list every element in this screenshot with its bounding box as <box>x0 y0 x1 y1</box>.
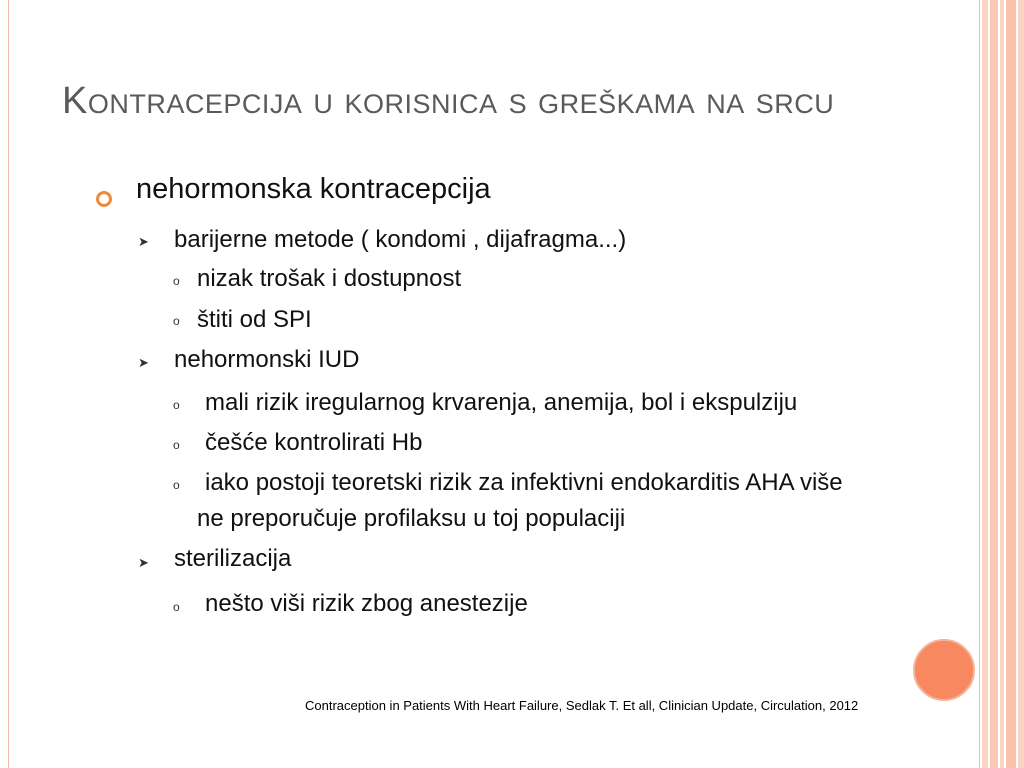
list-item: iako postoji teoretski rizik za infektivni endokarditis AHA više <box>205 469 843 496</box>
sub-bullet-icon: o <box>173 600 180 614</box>
list-item: štiti od SPI <box>197 306 312 333</box>
arrow-bullet-icon: ➤ <box>138 234 149 249</box>
decorative-stripe <box>1006 0 1016 768</box>
sub-bullet-icon: o <box>173 478 180 492</box>
sub-bullet-icon: o <box>173 274 180 288</box>
decorative-circle <box>913 639 975 701</box>
section-barrier-methods: barijerne metode ( kondomi , dijafragma...) <box>174 226 627 253</box>
sub-bullet-icon: o <box>173 314 180 328</box>
list-item: nizak trošak i dostupnost <box>197 265 462 292</box>
sub-bullet-icon: o <box>173 398 180 412</box>
decorative-stripe <box>1000 0 1004 768</box>
arrow-bullet-icon: ➤ <box>138 355 149 370</box>
citation: Contraception in Patients With Heart Failure, Sedlak T. Et all, Clinician Update, Circulation, 2012 <box>305 698 859 713</box>
section-iud: nehormonski IUD <box>174 346 360 373</box>
section-sterilization: sterilizacija <box>174 545 292 572</box>
list-item: češće kontrolirati Hb <box>205 429 423 456</box>
list-item: nešto viši rizik zbog anestezije <box>205 590 528 617</box>
circle-bullet-icon <box>96 191 112 207</box>
decorative-stripe <box>990 0 998 768</box>
list-item-continuation: ne preporučuje profilaksu u toj populaciji <box>197 505 626 532</box>
sub-bullet-icon: o <box>173 438 180 452</box>
decorative-stripe <box>982 0 988 768</box>
list-item: mali rizik iregularnog krvarenja, anemija, bol i ekspulziju <box>205 389 798 416</box>
decorative-stripe <box>1018 0 1024 768</box>
slide-title: Kontracepcija u korisnica s greškama na srcu <box>62 80 835 122</box>
main-bullet: nehormonska kontracepcija <box>136 173 491 205</box>
arrow-bullet-icon: ➤ <box>138 555 149 570</box>
